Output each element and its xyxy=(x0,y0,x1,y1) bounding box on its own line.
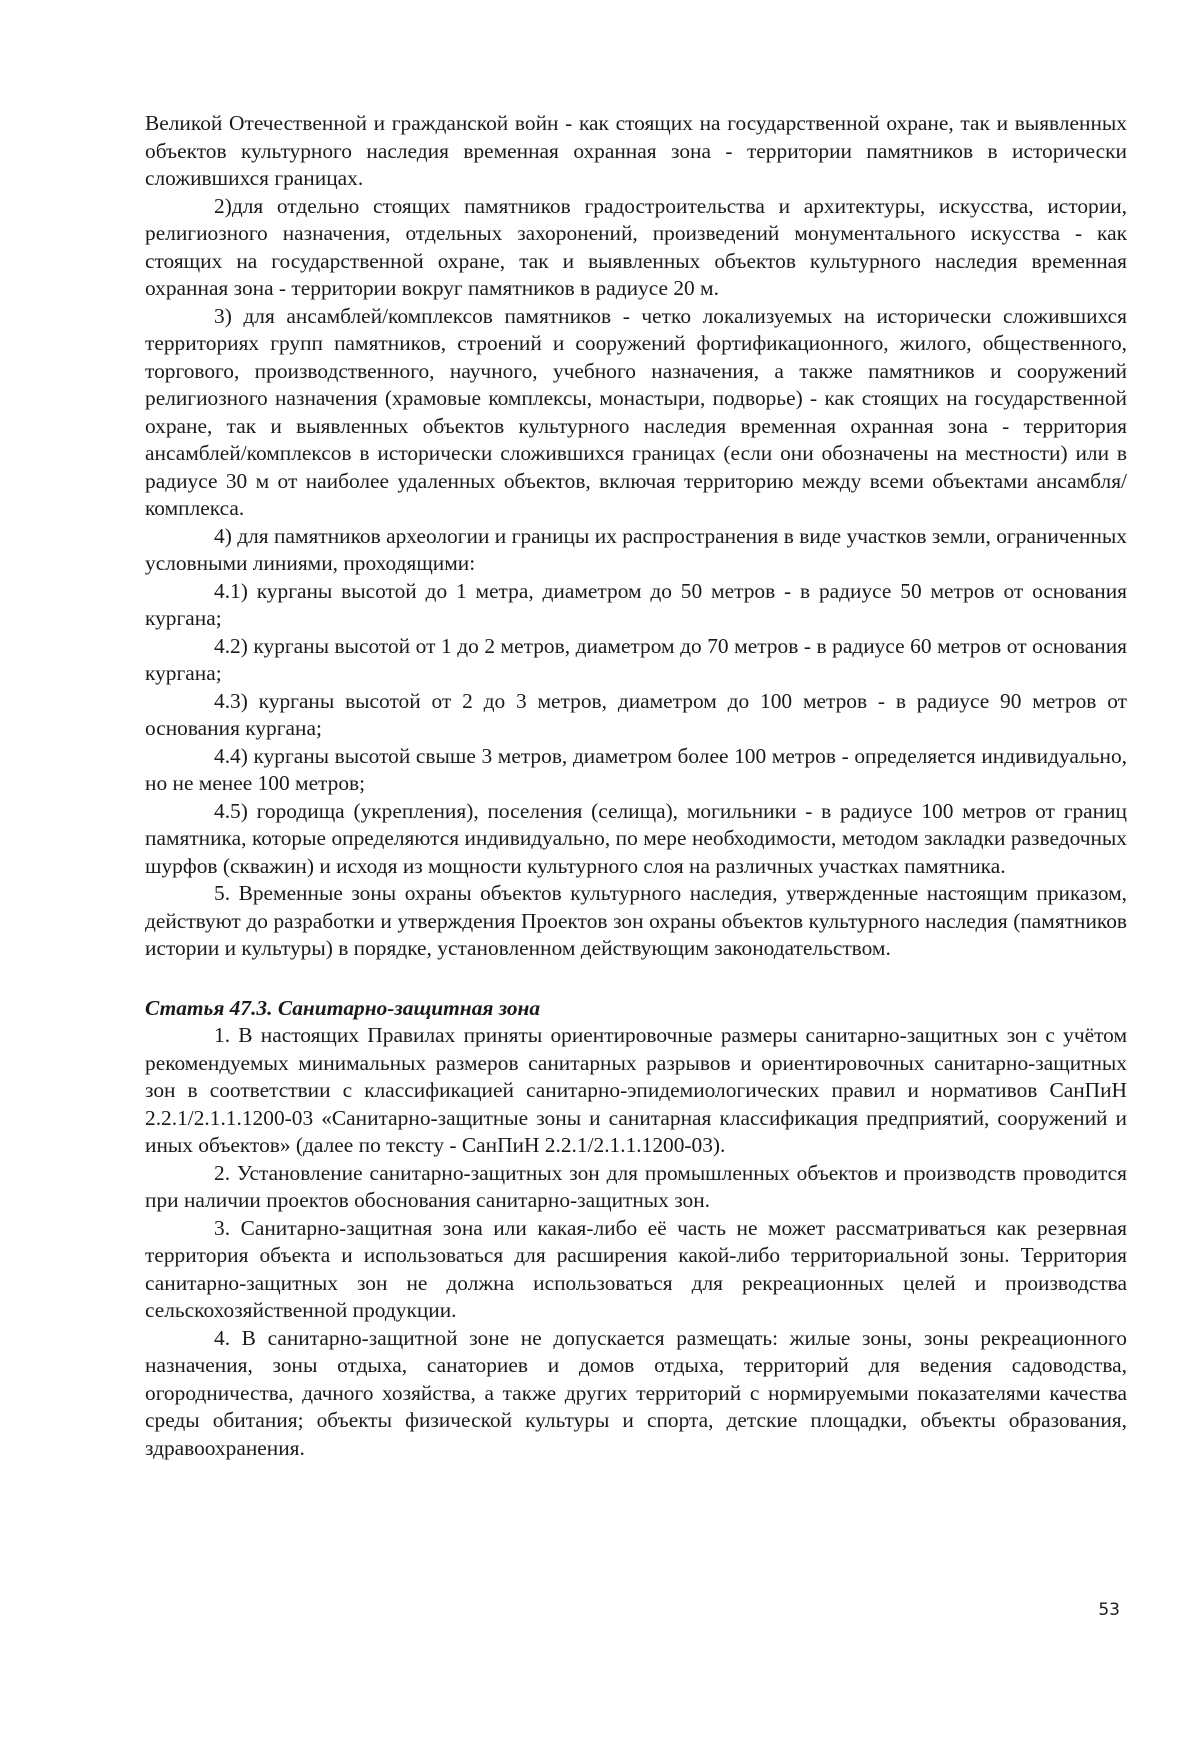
paragraph-item-5: 5. Временные зоны охраны объектов культурного наследия, утвержденные настоящим приказом, действуют до разработки и утверждения Проектов зон охраны объектов культурного наследия (памятников истории и культуры) в порядке, установленном действующим законодательством. xyxy=(145,881,1127,960)
paragraph-item-4-5: 4.5) городища (укрепления), поселения (селища), могильники - в радиусе 100 метров от границ памятника, которые определяются индивидуально, по мере необходимости, методом закладки разведочных шурфов (скважин) и исходя из мощности культурного слоя на различных участках памятника. xyxy=(145,798,1127,878)
paragraph-item-4: 4) для памятников археологии и границы их распространения в виде участков земли, ограниченных условными линиями, проходящими: xyxy=(145,523,1127,575)
article-paragraph-4: 4. В санитарно-защитной зоне не допускается размещать: жилые зоны, зоны рекреационного назначения, зоны отдыха, санаториев и домов отдыха, территорий для ведения садоводства, огородничества, дачного хозяйства, а также других территорий с нормируемыми показателями качества среды обитания; объекты физической культуры и спорта, детские площадки, объекты образования, здравоохранения. xyxy=(145,1325,1127,1460)
article-paragraph-2: 2. Установление санитарно-защитных зон для промышленных объектов и производств проводится при наличии проектов обоснования санитарно-защитных зон. xyxy=(145,1160,1127,1212)
page-number: 53 xyxy=(1098,1600,1120,1620)
article-paragraph-1: 1. В настоящих Правилах приняты ориентировочные размеры санитарно-защитных зон с учётом рекомендуемых минимальных размеров санитарных разрывов и ориентировочных санитарно-защитных зон в соответствии с классификацией санитарно-эпидемиологических правил и нормативов СанПиН 2.2.1/2.1.1.1200-03 «Санитарно-защитные зоны и санитарная классификация предприятий, сооружений и иных объектов» (далее по тексту - СанПиН 2.2.1/2.1.1.1200-03). xyxy=(145,1023,1127,1157)
paragraph-item-4-4: 4.4) курганы высотой свыше 3 метров, диаметром более 100 метров - определяется индивидуально, но не менее 100 метров; xyxy=(145,743,1127,795)
paragraph-item-3: 3) для ансамблей/комплексов памятников - четко локализуемых на исторически сложившихся территориях групп памятников, строений и сооружений фортификационного, жилого, общественного, торгового, производственного, научного, учебного назначения, а также памятников и сооружений религиозного назначения (храмовые комплексы, монастыри, подворье) - как стоящих на государственной охране, так и выявленных объектов культурного наследия временная охранная зона - территория ансамблей/комплексов в исторически сложившихся границах (если они обозначены на местности) или в радиусе 30 м от наиболее удаленных объектов, включая территорию между всеми объектами ансамбля/комплекса. xyxy=(145,303,1127,520)
article-heading: Статья 47.3. Санитарно-защитная зона xyxy=(145,995,541,1020)
paragraph-item-4-2: 4.2) курганы высотой от 1 до 2 метров, диаметром до 70 метров - в радиусе 60 метров от основания кургана; xyxy=(145,633,1127,685)
paragraph-item-4-3: 4.3) курганы высотой от 2 до 3 метров, диаметром до 100 метров - в радиусе 90 метров от основания кургана; xyxy=(145,688,1127,740)
page-body xyxy=(145,110,1127,1462)
paragraph-item-4-1: 4.1) курганы высотой до 1 метра, диаметром до 50 метров - в радиусе 50 метров от основания кургана; xyxy=(145,578,1127,630)
article-paragraph-3: 3. Санитарно-защитная зона или какая-либо её часть не может рассматриваться как резервная территория объекта и использоваться для расширения какой-либо территориальной зоны. Территория санитарно-защитных зон не должна использоваться для рекреационных целей и производства сельскохозяйственной продукции. xyxy=(145,1215,1127,1322)
paragraph-continuation: Великой Отечественной и гражданской войн - как стоящих на государственной охране, так и выявленных объектов культурного наследия временная охранная зона - территории памятников в исторически сложившихся границах. xyxy=(145,111,1127,190)
paragraph-item-2: 2)для отдельно стоящих памятников градостроительства и архитектуры, искусства, истории, религиозного назначения, отдельных захоронений, произведений монументального искусства - как стоящих на государственной охране, так и выявленных объектов культурного наследия временная охранная зона - территории вокруг памятников в радиусе 20 м. xyxy=(145,193,1127,300)
